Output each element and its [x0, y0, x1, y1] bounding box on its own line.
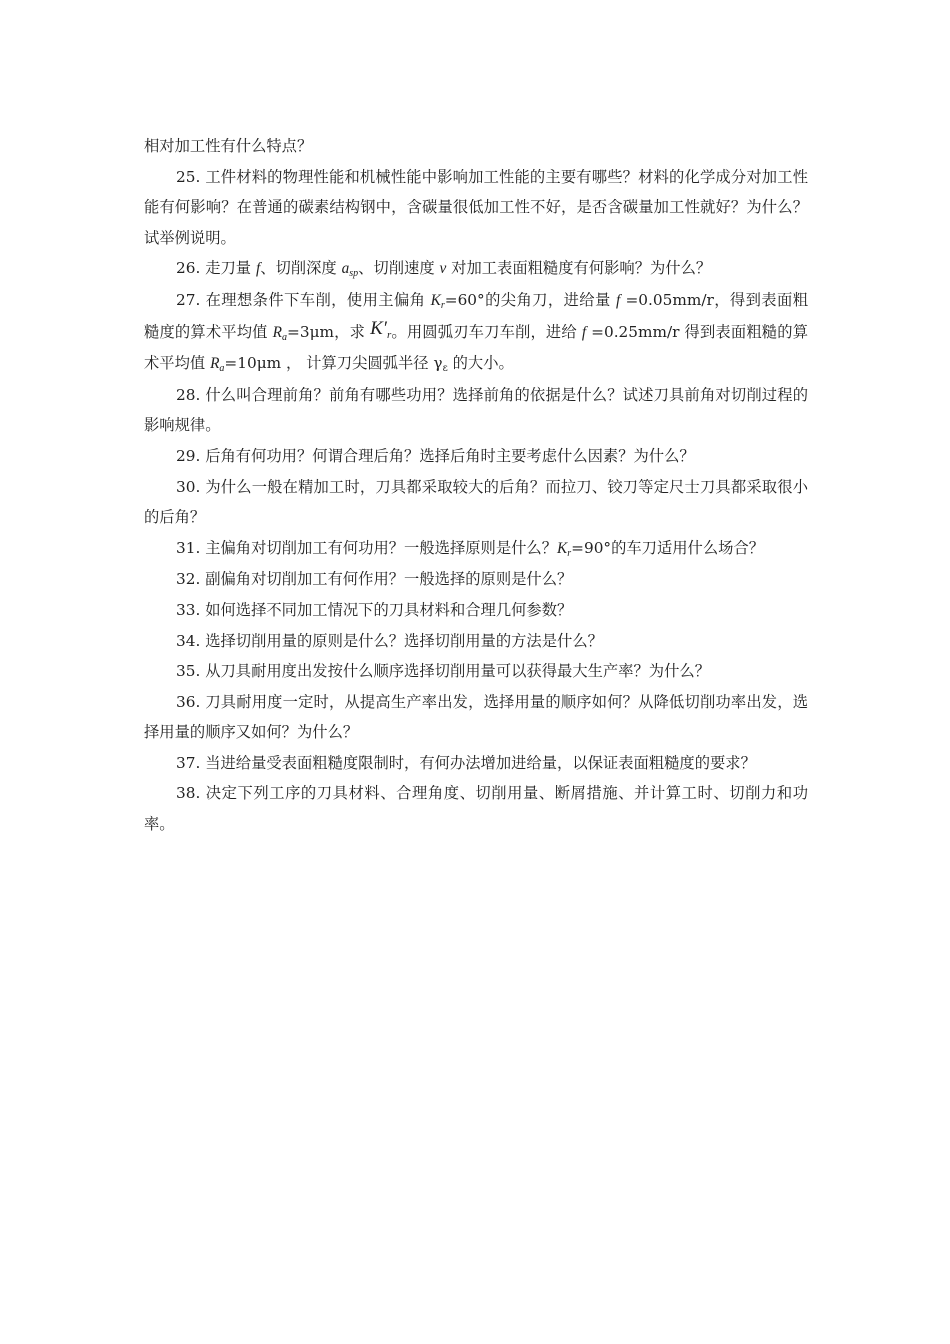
- question-30: 30. 为什么一般在精加工时，刀具都采取较大的后角？而拉刀、铰刀等定尺士刀具都采取很小的后角？: [144, 477, 808, 527]
- q27-text-e: 。用圆弧刃车刀车削，进给: [391, 322, 582, 341]
- question-36: 36. 刀具耐用度一定时，从提高生产率出发，选择用量的顺序如何？从降低切削功率出发，选择用量的顺序又如何？为什么？: [144, 692, 808, 742]
- q27-k-prime-subscript: r: [386, 328, 392, 341]
- question-35: 35. 从刀具耐用度出发按什么顺序选择切削用量可以获得最大生产率？为什么？: [176, 662, 710, 681]
- q26-text-a: 26. 走刀量: [176, 259, 256, 278]
- q27-f-symbol-2: f: [581, 323, 587, 341]
- q27-text-h: 的大小。: [447, 354, 514, 373]
- question-list: [144, 131, 808, 840]
- q27-k-prime-formula: [370, 318, 391, 339]
- q27-r-subscript-2: a: [219, 363, 225, 375]
- q27-text-b: =60°的尖角刀，进给量: [444, 290, 616, 309]
- q26-depth-symbol: a: [341, 260, 350, 278]
- q26-feed-symbol: f: [255, 260, 261, 278]
- q27-r-symbol-1: R: [272, 323, 283, 341]
- question-29: 29. 后角有何功用？何谓合理后角？选择后角时主要考虑什么因素？为什么？: [176, 446, 695, 465]
- q27-text-c: =0.05mm/r，得到表面粗糙度的算术平均值: [144, 290, 808, 341]
- q27-r-subscript-1: a: [282, 331, 288, 343]
- question-34: 34. 选择切削用量的原则是什么？选择切削用量的方法是什么？: [176, 631, 603, 650]
- q27-text-a: 27. 在理想条件下车削，使用主偏角: [176, 290, 431, 309]
- q31-text-a: 31. 主偏角对切削加工有何功用？一般选择原则是什么？: [176, 538, 558, 557]
- question-38: 38. 决定下列工序的刀具材料、合理角度、切削用量、断屑措施、并计算工时、切削力和功率。: [144, 784, 808, 834]
- question-26: [144, 253, 808, 285]
- continued-question-text: 相对加工性有什么特点？: [144, 137, 313, 155]
- q26-text-c: 、切削速度: [358, 259, 440, 278]
- q31-text-b: =90°的车刀适用什么场合？: [571, 538, 765, 557]
- question-25: 25. 工件材料的物理性能和机械性能中影响加工性能的主要有哪些？材料的化学成分对加工性能有何影响？在普通的碳素结构钢中，含碳量很低加工性不好，是否含碳量加工性就好？为什么？试举例说明。: [144, 167, 808, 247]
- q27-text-g: =10μm ， 计算刀尖圆弧半径 γ: [224, 354, 443, 373]
- question-31: [144, 533, 808, 565]
- q27-k-subscript: r: [440, 299, 445, 311]
- q26-text-b: 、切削深度: [260, 259, 342, 278]
- question-32: 32. 副偏角对切削加工有何作用？一般选择的原则是什么？: [176, 570, 573, 589]
- question-33: 33. 如何选择不同加工情况下的刀具材料和合理几何参数？: [176, 600, 573, 619]
- q27-f-symbol-1: f: [615, 291, 621, 309]
- question-28: 28. 什么叫合理前角？前角有哪些功用？选择前角的依据是什么？试述刀具前角对切削过程的影响规律。: [144, 385, 808, 435]
- q27-gamma-subscript: ε: [442, 363, 448, 375]
- q27-text-f: =0.25mm/r 得到表面粗糙的算术平均值: [144, 322, 808, 373]
- q26-text-d: 对加工表面粗糙度有何影响？为什么？: [446, 259, 712, 278]
- q27-k-prime-symbol: K′: [370, 317, 387, 339]
- q26-speed-symbol: v: [439, 260, 447, 278]
- q27-text-d: =3μm，求: [287, 322, 371, 341]
- question-37: 37. 当进给量受表面粗糙度限制时，有何办法增加进给量，以保证表面粗糙度的要求？: [176, 753, 756, 772]
- q31-k-subscript: r: [567, 547, 572, 559]
- q27-k-symbol: K: [430, 291, 441, 309]
- question-27: [144, 285, 808, 380]
- q26-depth-subscript: sp: [349, 268, 359, 280]
- q31-k-symbol: K: [557, 539, 568, 557]
- q27-r-symbol-2: R: [210, 355, 220, 373]
